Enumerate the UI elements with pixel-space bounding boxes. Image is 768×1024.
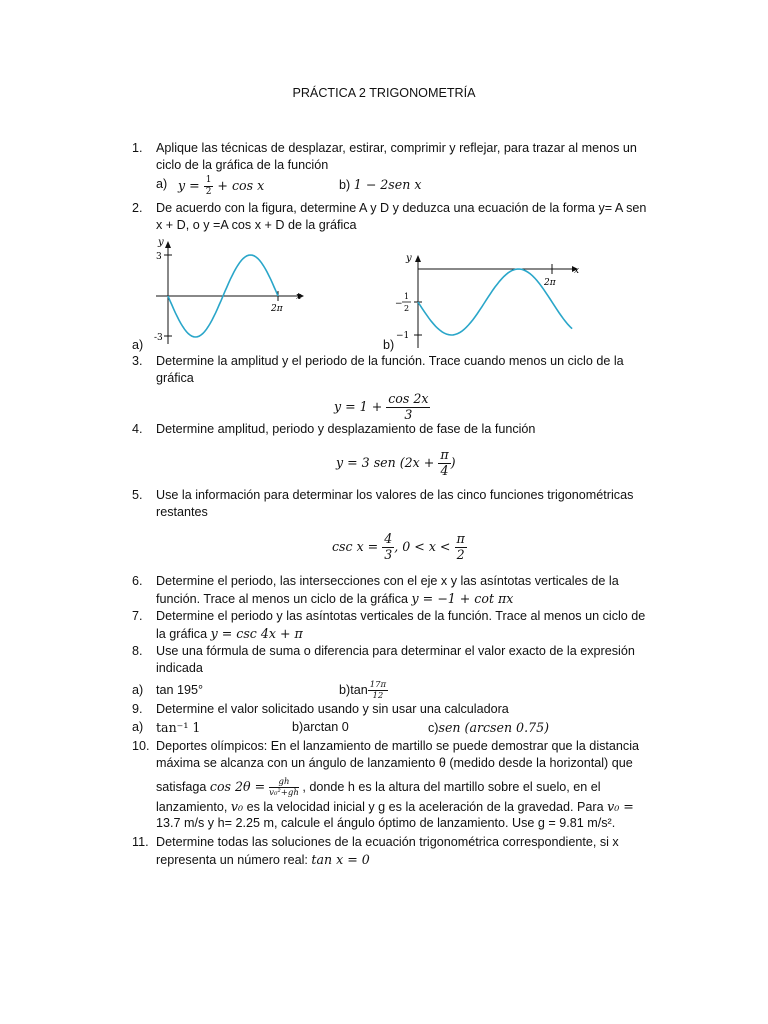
problem-3-number: 3. — [132, 354, 143, 368]
graph-b-x-label: x — [574, 266, 580, 276]
problem-11-number: 11. — [132, 835, 149, 849]
problem-10-number: 10. — [132, 739, 150, 753]
problem-3-line-1: Determine la amplitud y el periodo de la función. Trace cuando menos un ciclo de la — [156, 354, 624, 368]
problem-9-number: 9. — [132, 702, 143, 716]
problem-9-option-b: b)arctan 0 — [292, 720, 349, 734]
problem-1-line-2: ciclo de la gráfica de la función — [156, 158, 329, 172]
graph-a — [150, 232, 310, 350]
graph-a-x-label: x — [296, 292, 302, 302]
problem-4-number: 4. — [132, 422, 143, 436]
problem-7-line-1: Determine el periodo y las asíntotas verticales de la función. Trace al menos un ciclo de — [156, 609, 646, 623]
problem-9-option-a-label: a) — [132, 720, 144, 734]
graph-a-y-arrow — [165, 241, 171, 248]
graph-a-y-min-label: -3 — [154, 333, 163, 343]
graph-b-y-mid-sign: − — [395, 299, 403, 309]
problem-1-option-a-expression: y = $\frac{1}{2}$ + cos x — [178, 175, 265, 197]
problem-2-option-b-label: b) — [383, 338, 395, 352]
problem-8-number: 8. — [132, 644, 143, 658]
problem-1-line-1: Aplique las técnicas de desplazar, estirar, comprimir y reflejar, para trazar al menos un — [156, 141, 637, 155]
graph-b — [392, 250, 592, 350]
problem-1-option-a-label: a) — [156, 177, 168, 191]
problem-2-number: 2. — [132, 201, 143, 215]
graph-a-y-max-label: 3 — [156, 252, 162, 262]
graph-b-x-tick-label: 2π — [544, 278, 556, 288]
graph-b-y-mid-num: 1 — [404, 292, 410, 301]
problem-10-line-4: lanzamiento, v₀ es la velocidad inicial y g es la aceleración de la gravedad. Para v₀ = — [156, 799, 634, 814]
problem-6-line-1: Determine el periodo, las intersecciones con el eje x y las asíntotas verticales de la — [156, 574, 619, 588]
problem-9-option-c: c)sen (arcsen 0.75) — [428, 720, 550, 735]
problem-7-number: 7. — [132, 609, 143, 623]
problem-5-line-2: restantes — [156, 505, 208, 519]
problem-10-line-2: máxima se alcanza con un ángulo de lanzamiento θ (medido desde la horizontal) que — [156, 756, 633, 770]
problem-9-option-a-expression: tan⁻¹ 1 — [156, 720, 201, 735]
graph-b-y-label: y — [406, 253, 412, 264]
problem-10-line-3: satisfaga cos 2θ = $\frac{gh}{\text{v₀²+gh}}$ , donde h es la altura del martillo sobre el suelo, en el — [156, 776, 601, 799]
page-title: PRÁCTICA 2 TRIGONOMETRÍA — [292, 86, 476, 100]
problem-5-equation: csc x = $\frac{4}{3}$ , 0 < x < $\frac{\pi}{2}$ — [332, 531, 465, 562]
graph-b-y-mid-den: 2 — [404, 304, 410, 313]
problem-6-line-2: función. Trace al menos un ciclo de la gráfica y = −1 + cot πx — [156, 591, 514, 606]
problem-2-option-a-label: a) — [132, 338, 144, 352]
graph-a-x-tick-label: 2π — [271, 304, 283, 314]
problem-1-option-b: b) 1 − 2sen x — [339, 177, 422, 192]
problem-4-line-1: Determine amplitud, periodo y desplazamiento de fase de la función — [156, 422, 536, 436]
problem-10-line-1: Deportes olímpicos: En el lanzamiento de martillo se puede demostrar que la distancia — [156, 739, 640, 753]
problem-3-equation: y = 1 + $\frac{\cos 2x}{3}$ — [334, 391, 429, 422]
problem-5-number: 5. — [132, 488, 143, 502]
problem-4-equation: y = 3 sen (2x + $\frac{\pi}{4}$ ) — [336, 447, 456, 478]
problem-8-option-a-label: a) — [132, 683, 144, 697]
problem-10-line-5: 13.7 m/s y h= 2.25 m, calcule el ángulo óptimo de lanzamiento. Use g = 9.81 m/s². — [156, 816, 616, 830]
problem-8-option-b: b)tan $\frac{17\pi}{12}$ — [339, 679, 387, 702]
problem-5-line-1: Use la información para determinar los valores de las cinco funciones trigonométricas — [156, 488, 634, 502]
problem-8-line-2: indicada — [156, 661, 203, 675]
problem-6-number: 6. — [132, 574, 143, 588]
problem-2-line-2: x + D, o y =A cos x + D de la gráfica — [156, 218, 357, 232]
graph-a-y-label: y — [158, 237, 164, 248]
problem-11-line-1: Determine todas las soluciones de la ecuación trigonométrica correspondiente, si x — [156, 835, 619, 849]
problem-9-line-1: Determine el valor solicitado usando y sin usar una calculadora — [156, 702, 509, 716]
graph-b-y-arrow — [415, 255, 421, 262]
graph-b-y-min-label: −1 — [396, 331, 410, 341]
problem-8-line-1: Use una fórmula de suma o diferencia para determinar el valor exacto de la expresión — [156, 644, 635, 658]
problem-1-number: 1. — [132, 141, 143, 155]
problem-7-line-2: la gráfica y = csc 4x + π — [156, 626, 303, 641]
problem-8-option-a-expression: tan 195° — [156, 683, 204, 697]
problem-3-line-2: gráfica — [156, 371, 194, 385]
problem-11-line-2: representa un número real: tan x = 0 — [156, 852, 370, 867]
problem-2-line-1: De acuerdo con la figura, determine A y D y deduzca una ecuación de la forma y= A sen — [156, 201, 647, 215]
